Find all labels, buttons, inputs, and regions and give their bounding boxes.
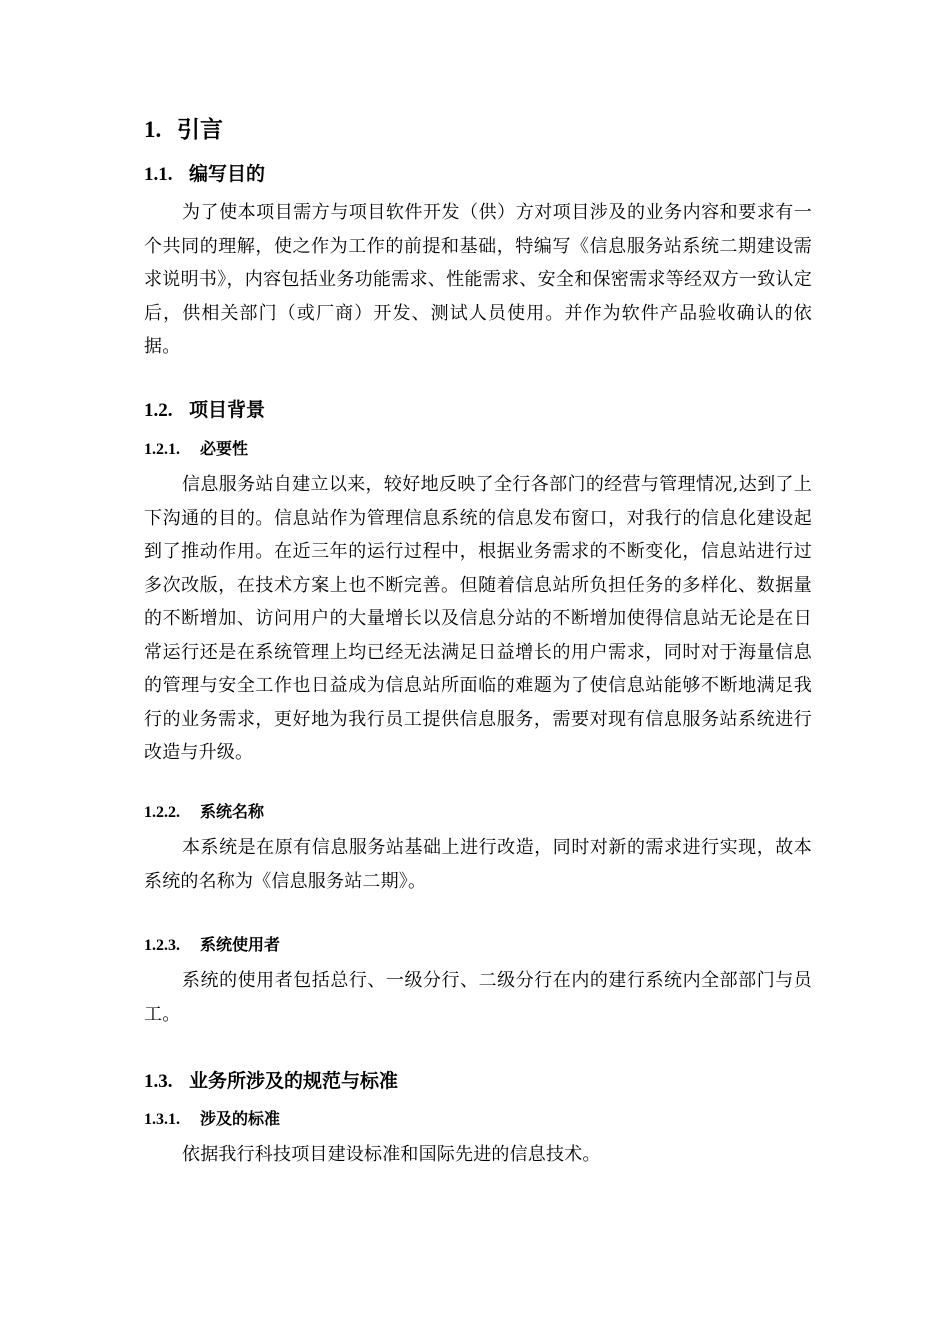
heading-1-3-1-involved-standards — [144, 1108, 812, 1131]
heading-1-3-standards — [144, 1068, 812, 1095]
heading-number: 1. — [144, 117, 162, 142]
heading-title: 项目背景 — [189, 399, 266, 421]
heading-1-2-3-system-users — [144, 934, 812, 957]
heading-1-2-background — [144, 397, 812, 424]
heading-1-introduction — [144, 115, 812, 145]
paragraph-involved-standards: 依据我行科技项目建设标准和国际先进的信息技术。 — [182, 1144, 601, 1165]
heading-1-2-2-system-name — [144, 801, 812, 824]
heading-number: 1.3.1. — [144, 1111, 180, 1128]
heading-1-1-purpose — [144, 161, 812, 188]
heading-title: 系统名称 — [200, 802, 265, 821]
paragraph-necessity: 信息服务站自建立以来，较好地反映了全行各部门的经营与管理情况,达到了上下沟通的目的。信息站作为管理信息系统的信息发布窗口，对我行的信息化建设起到了推动作用。在近三年的运行过程中，根据业务需求的不断变化，信息站进行过多次改版，在技术方案上也不断完善。但随着信息站所负担任务的多样化、数据量的不断增加、访问用户的大量增长以及信息分站的不断增加使得信息站无论是在日常运行还是在系统管理上均已经无法满足日益增长的用户需求，同时对于海量信息的管理与安全工作也日益成为信息站所面临的难题为了使信息站能够不断地满足我行的业务需求，更好地为我行员工提供信息服务，需要对现有信息服务站系统进行改造与升级。 — [144, 474, 812, 763]
paragraph-system-users: 系统的使用者包括总行、一级分行、二级分行在内的建行系统内全部部门与员工。 — [144, 970, 812, 1025]
heading-title: 引言 — [177, 116, 223, 143]
heading-title: 编写目的 — [189, 163, 266, 185]
paragraph-purpose: 为了使本项目需方与项目软件开发（供）方对项目涉及的业务内容和要求有一个共同的理解，使之作为工作的前提和基础，特编写《信息服务站系统二期建设需求说明书》，内容包括业务功能需求、性能需求、安全和保密需求等经双方一致认定后，供相关部门（或厂商）开发、测试人员使用。并作为软件产品验收确认的依据。 — [144, 202, 812, 357]
heading-number: 1.2. — [144, 400, 173, 421]
heading-title: 涉及的标准 — [200, 1109, 281, 1128]
paragraph-system-name: 本系统是在原有信息服务站基础上进行改造，同时对新的需求进行实现，故本系统的名称为《信息服务站二期》。 — [144, 837, 812, 892]
heading-title: 系统使用者 — [200, 935, 281, 954]
heading-number: 1.2.2. — [144, 804, 180, 821]
heading-number: 1.3. — [144, 1071, 173, 1092]
heading-number: 1.1. — [144, 164, 173, 185]
heading-1-2-1-necessity — [144, 438, 812, 461]
heading-title: 业务所涉及的规范与标准 — [189, 1070, 399, 1092]
heading-number: 1.2.1. — [144, 441, 180, 458]
heading-number: 1.2.3. — [144, 937, 180, 954]
heading-title: 必要性 — [200, 439, 249, 458]
